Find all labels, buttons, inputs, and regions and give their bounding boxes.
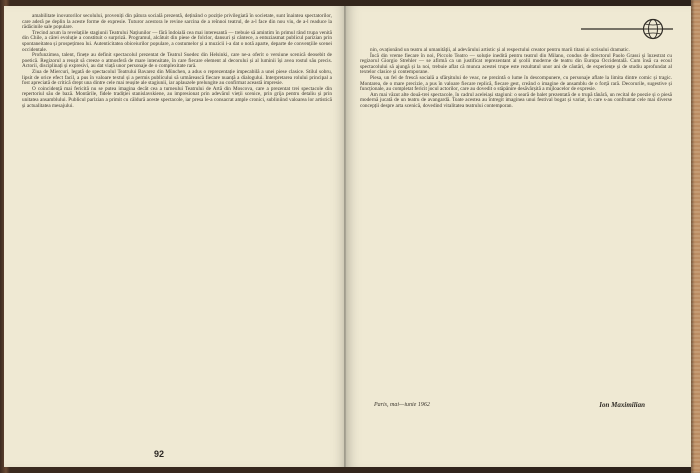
right-text-column <box>360 48 672 110</box>
paragraph: Ziua de Miercuri, legată de spectacolul Teatrului Bavarez din München, a adus o reprezentație impecabilă a unei piese clasice. Stilul sobru, lipsit de orice efect facil, a pus în valoare textul și a permis publicului să urmărească fiecare nuanță a dialogului. Interpretarea rolului principal a fost apreciată de critică drept una dintre cele mai reușite ale stagiunii, iar aplauzele prelungite au confirmat această impresie. <box>22 68 332 87</box>
paragraph: Am mai văzut alte două-trei spectacole, în cadrul aceleiași stagiuni: o seară de balet prezentată de o trupă tânără, un recital de poezie și o piesă modernă jucată de un teatru de avangardă. Toate acestea au întregit imaginea unui festival bogat și variat, în care s-au confruntat cele mai diverse concepții despre arta scenică, dovedind vitalitatea teatrului contemporan. <box>360 91 672 109</box>
signature-row <box>360 402 673 418</box>
author-name: Ion Maximilian <box>599 401 645 409</box>
page-number: 92 <box>154 449 165 459</box>
globe-logo-icon <box>581 18 673 40</box>
paragraph: Trecind acum la revelațiile stagiunii Teatrului Națiunilor — fără îndoială cea mai interesantă — trebuie să amintim în primul rând trupa venită din Chile, a cărei evoluție a constituit o surpriză. Programul, alcătuit din piese de folclor, dansuri și cântece, a entuziasmat publicul parizian prin spontaneitatea și prospețimea lui. Autenticitatea obiceiurilor populare, a costumelor și a muzicii i-a dat o notă aparte, departe de convențiile scenei occidentale. <box>22 29 332 53</box>
paragraph: Piesa, un fel de frescă socială a sfârșitului de veac, ne prezintă o lume în descompunere, cu personaje aflate la limita dintre comic și tragic. Montarea, de o mare precizie, a pus în valoare fiecare replică, fiecare gest, creând o imagine de ansamblu de o forță rară. Decorurile, sugestive și funcționale, au completat fericit jocul actorilor, care au dovedit o stăpânire desăvârșită a mijloacelor de expresie. <box>360 74 672 93</box>
paragraph: Încă din vreme fiecare în noi, Piccolo Teatro — soluție inedită pentru teatrul din Milano, condus de directorul Paolo Grassi și înzestrat cu regizorul Giorgio Strehler — se afirmă ca un justificat reprezentant al școlii moderne de teatru din Europa Occidentală. Cum însă ca ecoul spectacolului să ajungă și la noi, trebuie aflat că munca acestei trupe este rezultatul unor ani de căutări, de experiențe și de studiu aprofundat al textelor clasice și contemporane. <box>360 52 672 76</box>
place-date: Paris, mai—iunie 1962 <box>374 402 430 408</box>
paragraph: O coincidență mai fericită nu se putea imagina decât cea a turneului Teatrului de Artă din Moscova, care a prezentat trei spectacole din repertoriul său de bază. Montările, fidele tradiției stanislavskiene, au impresionat prin adevărul vieții scenice, prin grija pentru detaliu și prin unitatea ansamblului. Publicul parizian a primit cu căldură aceste spectacole, iar presa le-a consacrat ample cronici, subliniind valoarea lor artistică și actualitatea mesajului. <box>22 85 332 109</box>
right-page <box>346 6 691 467</box>
left-text-column <box>22 14 332 109</box>
paragraph: nin, ovaționând un teatru al umanității, al adevărului artistic și al respectului creator pentru marii titani ai scrisului dramatic. <box>370 47 630 53</box>
book-edge <box>691 0 700 473</box>
left-page <box>4 6 346 467</box>
paragraph: Profunzimea, talent, finețe au definit spectacolul prezentat de Teatrul Suedez din Helsinki, care ne-a oferit o versiune scenică deosebit de poetică. Regizorul a reușit să creeze o atmosferă de mare intensitate, în care fiecare element al decorului și al luminii își avea rostul său precis. Actorii, disciplinați și expresivi, au dat viață unor personaje de o complexitate rară. <box>22 52 332 70</box>
paragraph: amabilitate inovatorilor secolului, proveniți din pătura socială prezentă, deținând o poziție privilegiată în societate, sunt înaintea spectatorilor, care aderă pe deplin la aceste forme de expresie. Tuturor acestora le revine sarcina de a reînnoi teatrul, de a-l face din nou viu, de a-l readuce la rădăcinile sale populare. <box>22 13 332 31</box>
